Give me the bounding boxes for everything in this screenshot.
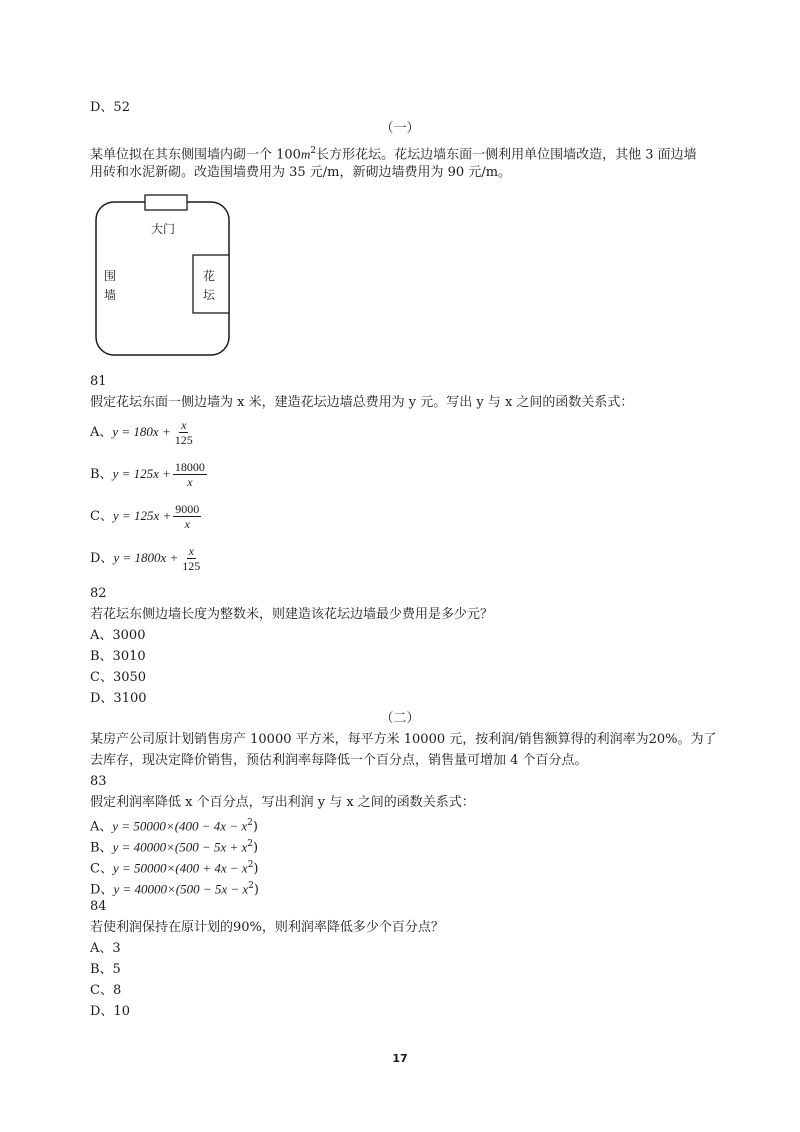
q84-number: 84 [90,899,107,914]
q83-option-c[interactable]: C、$y = 50000\times(400 + 4x - x^2)$ [90,860,259,877]
q84-option-b[interactable]: B、5 [90,962,121,977]
q84-stem: 若使利润保持在原计划的90%，则利润率降低多少个百分点？ [90,920,444,935]
section-2-intro-line-2: 去库存，现决定降价销售，预估利润率每降低一个百分点，销售量可增加 4 个百分点。 [90,753,588,768]
flowerbed-rect [193,255,229,313]
q82-option-b[interactable]: B、3010 [90,649,146,664]
q84-option-d[interactable]: D、10 [90,1004,130,1019]
q81-option-c[interactable]: C、y = 125x + $\frac{9000}{x}$ [90,502,200,531]
section-1-intro-line-1: 某单位拟在其东侧围墙内砌一个 $100m^2$长方形花坛。花坛边墙东面一侧利用单位围墙改造，其他 3 面边墙 [90,146,697,163]
section-2-intro-line-1: 某房产公司原计划销售房产 10000 平方米，每平方米 10000 元，按利润/销售额算得的利润率为20%。为了 [90,732,717,747]
wall-label-1: 围 [104,269,117,283]
gate-label: 大门 [151,222,176,236]
q83-option-d[interactable]: D、$y = 40000\times(500 - 5x - x^2)$ [90,881,259,898]
section-1-title: （一） [380,121,420,136]
q82-number: 82 [90,586,107,601]
section-2-title: （二） [380,711,420,726]
q81-option-d[interactable]: D、y = 1800x + $\frac{x}{125}$ [90,544,201,573]
q83-option-b[interactable]: B、$y = 40000\times(500 - 5x + x^2)$ [90,839,259,856]
q84-option-a[interactable]: A、3 [90,941,121,956]
prev-option-d: D、52 [90,100,130,115]
section-1-intro-line-2: 用砖和水泥新砌。改造围墙费用为 35 元/m，新砌边墙费用为 90 元/m。 [90,165,512,180]
q84-option-c[interactable]: C、8 [90,983,122,998]
q83-option-a[interactable]: A、$y = 50000\times(400 - 4x - x^2)$ [90,818,258,835]
q81-stem: 假定花坛东面一侧边墙为 x 米，建造花坛边墙总费用为 y 元。写出 y 与 x 之间的函数关系式： [90,395,634,410]
q82-stem: 若花坛东侧边墙长度为整数米，则建造该花坛边墙最少费用是多少元？ [90,607,494,622]
q81-option-a[interactable]: A、y = 180x + $\frac{x}{125}$ [90,418,193,447]
q83-stem: 假定利润率降低 x 个百分点，写出利润 y 与 x 之间的函数关系式： [90,795,475,810]
page-number: 17 [392,1052,408,1065]
q82-option-d[interactable]: D、3100 [90,691,147,706]
q82-option-a[interactable]: A、3000 [90,628,146,643]
flowerbed-label-2: 坛 [203,288,216,302]
q83-number: 83 [90,774,107,789]
wall-label-2: 墙 [104,288,117,302]
q81-number: 81 [90,374,107,389]
q81-option-b[interactable]: B、y = 125x + $\frac{18000}{x}$ [90,460,205,489]
q82-option-c[interactable]: C、3050 [90,670,147,685]
gate-rect [145,195,187,210]
flowerbed-label-1: 花 [203,269,216,283]
